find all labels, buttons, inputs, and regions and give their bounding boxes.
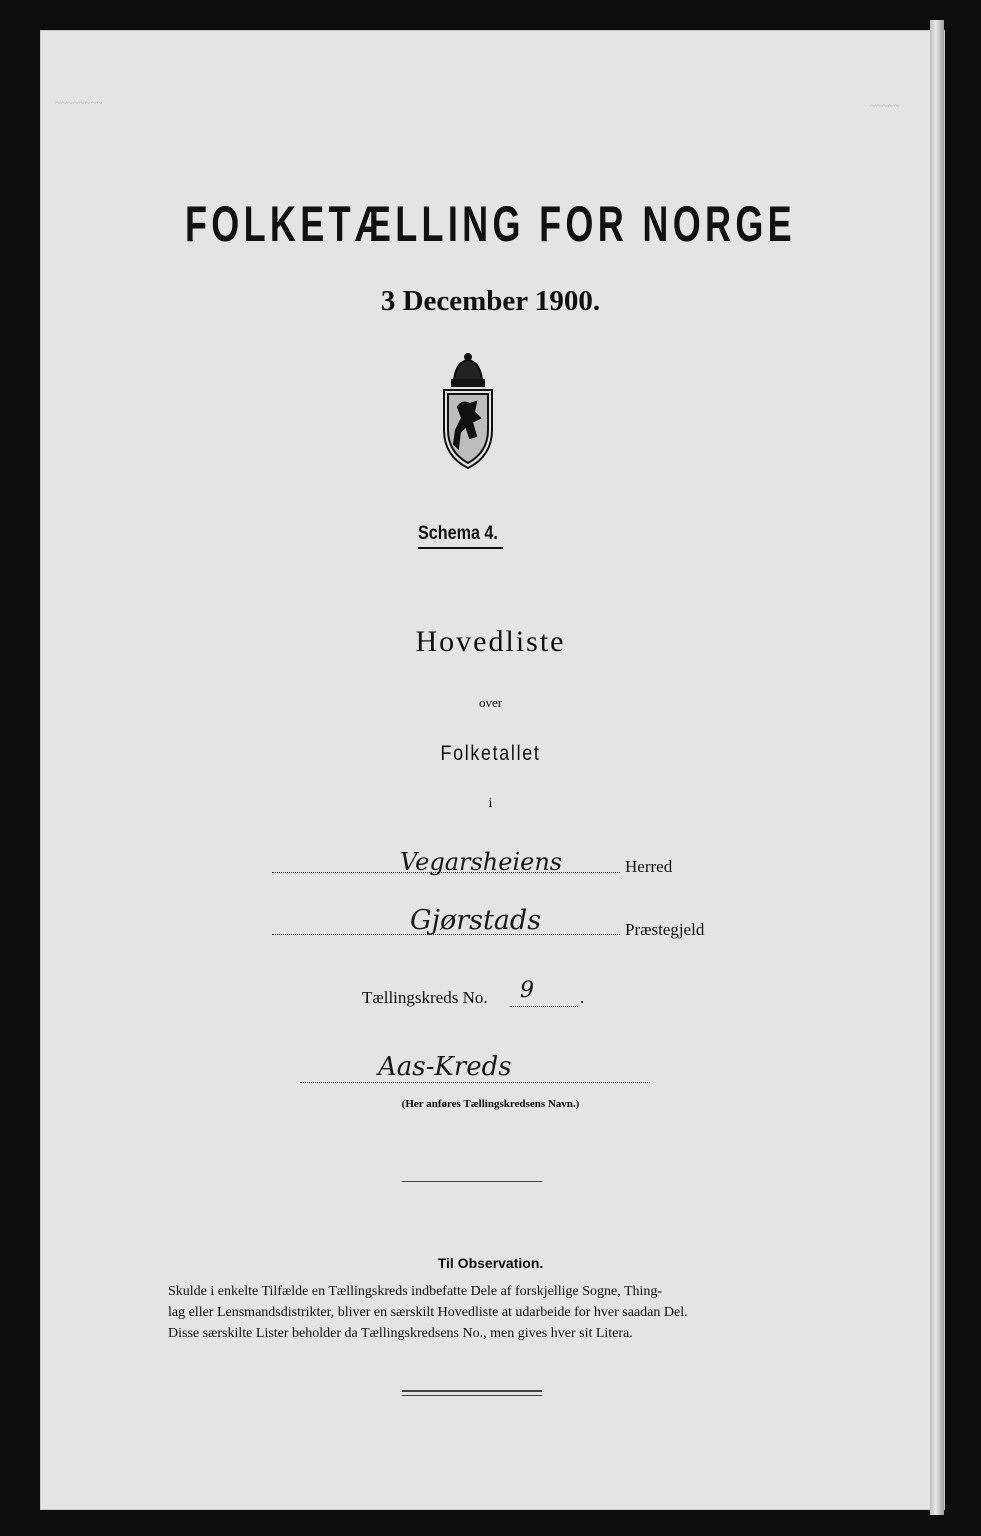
page-edge <box>930 20 944 1515</box>
observation-text <box>168 1281 828 1344</box>
schema-label: Schema 4. <box>418 523 503 549</box>
observation-line: Skulde i enkelte Tilfælde en Tællingskreds indbefatte Dele af forskjellige Sogne, Thing- <box>168 1284 663 1299</box>
herred-handwritten-value: Vegarsheiens <box>400 848 563 876</box>
observation-line: Disse særskilte Lister beholder da Tællingskredsens No., men gives hver sit Litera. <box>168 1326 633 1341</box>
herred-label: Herred <box>625 857 673 876</box>
prestegjeld-label: Præstegjeld <box>625 920 705 939</box>
bleed-through-text: ~~~~~ <box>870 100 900 112</box>
over-text: over <box>478 695 503 710</box>
subject-text: Folketallet <box>440 742 541 765</box>
prestegjeld-handwritten-value: Gjørstads <box>410 905 542 936</box>
kreds-period: . <box>580 988 585 1007</box>
census-date: 3 December 1900. <box>380 285 601 317</box>
document-title: FOLKETÆLLING FOR NORGE <box>184 196 797 252</box>
observation-line: lag eller Lensmandsdistrikter, bliver en særskilt Hovedliste at udarbeide for hver saadan Del. <box>168 1305 688 1320</box>
norwegian-coat-of-arms-icon <box>436 352 500 472</box>
bottom-divider <box>402 1395 542 1396</box>
bottom-divider <box>402 1390 542 1392</box>
preposition-text: i <box>488 796 493 811</box>
list-title: Hovedliste <box>415 625 566 658</box>
kreds-name-caption: (Her anføres Tællingskredsens Navn.) <box>401 1098 580 1110</box>
observation-title: Til Observation. <box>437 1255 544 1271</box>
kreds-name-dotted-line <box>300 1082 650 1083</box>
kreds-number-handwritten: 9 <box>520 978 534 1003</box>
kreds-number-label: Tællingskreds No. <box>362 988 488 1007</box>
bleed-through-text: ~~~~~~~~ <box>55 97 103 109</box>
kreds-number-dotted-line <box>510 1006 578 1007</box>
divider <box>402 1181 542 1182</box>
kreds-name-handwritten: Aas-Kreds <box>378 1052 512 1082</box>
